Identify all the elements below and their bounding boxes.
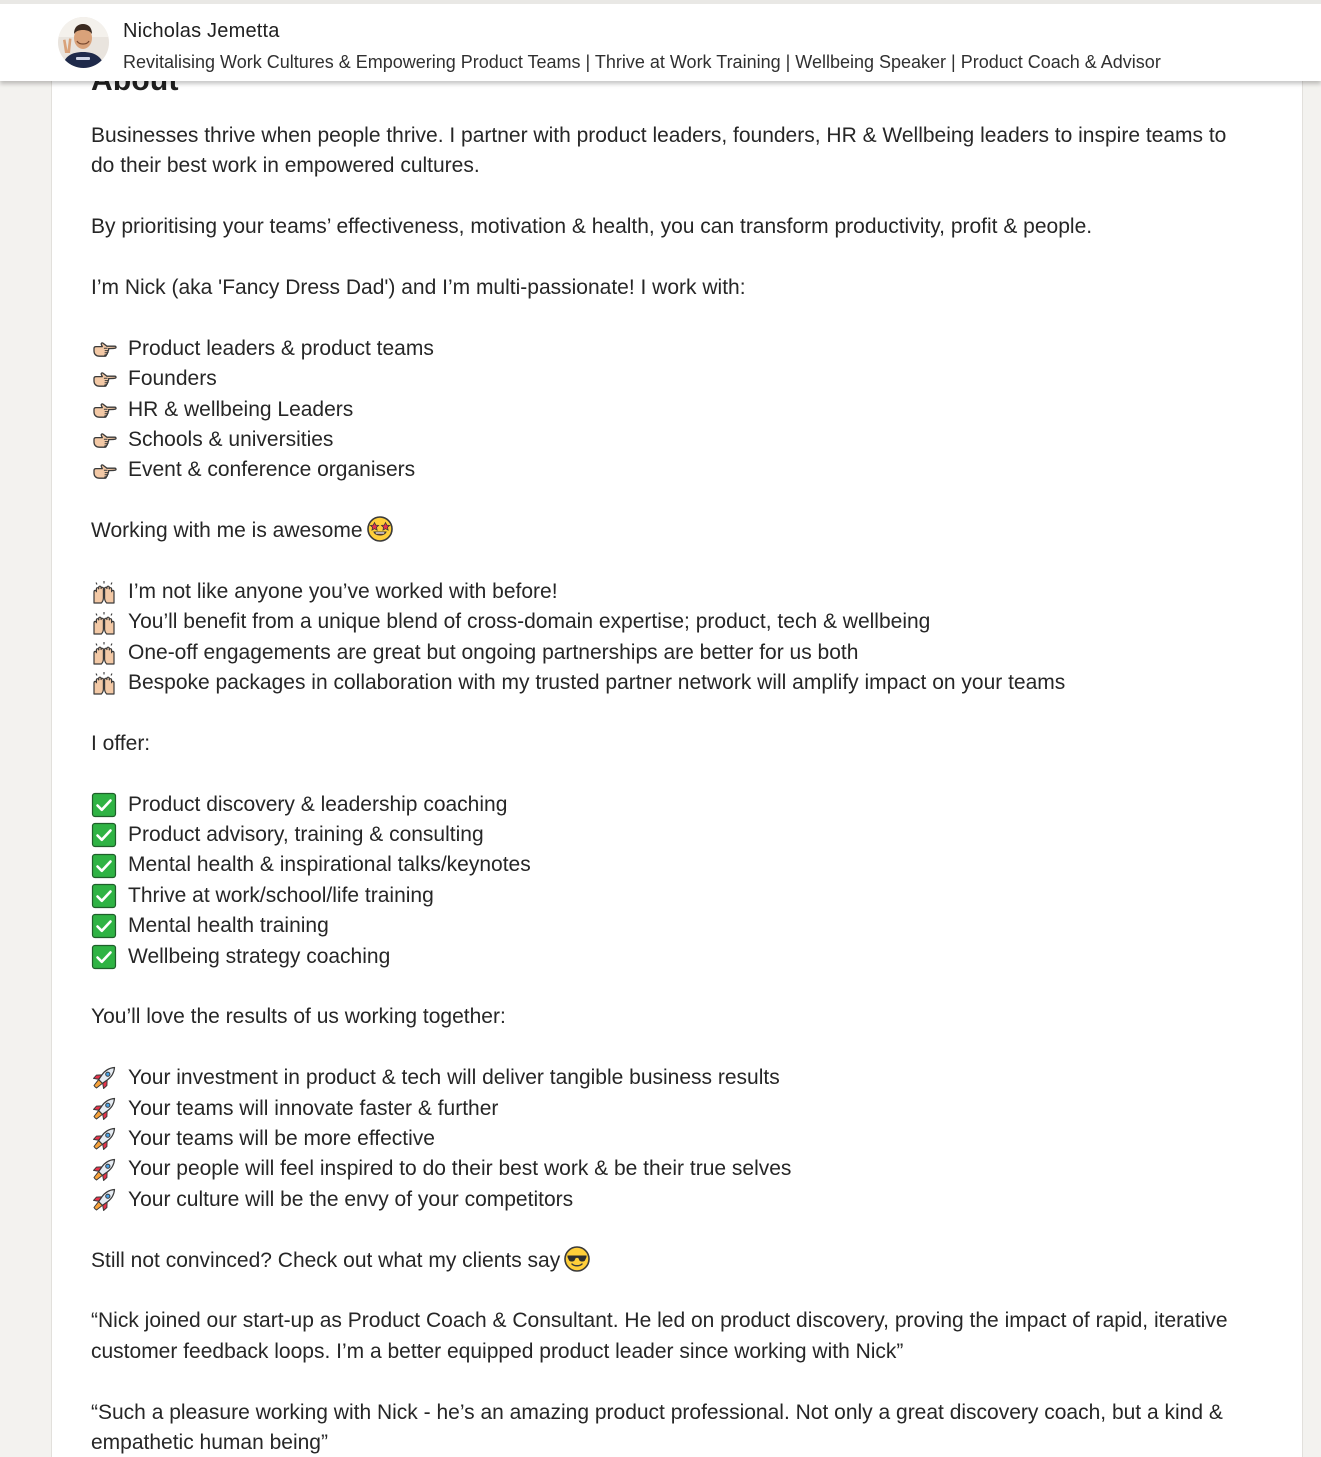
result-item-text: Your teams will innovate faster & further [128,1096,499,1120]
offer-item [91,911,1251,941]
offer-item-text: Mental health training [128,914,329,938]
rocket-icon [91,1096,117,1122]
result-item [91,1063,1251,1093]
awesome-point-item-text: Bespoke packages in collaboration with my trusted partner network will amplify impact on your teams [128,671,1066,695]
result-item [91,1154,1251,1184]
check-mark-button-icon [91,883,117,909]
profile-name[interactable]: Nicholas Jemetta [123,20,280,42]
profile-photo [58,17,109,68]
awesome-point-item [91,577,1251,607]
rocket-icon [91,1157,117,1183]
offer-item [91,790,1251,820]
offer-item [91,850,1251,880]
check-mark-button-icon [91,822,117,848]
about-section-card [51,78,1303,1457]
awesome-point-item-text: One-off engagements are great but ongoing partnerships are better for us both [128,640,859,664]
work-with-item [91,364,1251,394]
raising-hands-icon [91,610,117,636]
about-intro-paragraph: Businesses thrive when people thrive. I partner with product leaders, founders, HR & Wellbeing leaders to inspire teams to do their best work in empowered cultures. [91,124,1227,178]
work-with-item-text: Event & conference organisers [128,458,416,482]
work-with-list [91,334,1251,486]
raising-hands-icon [91,640,117,666]
awesome-point-item [91,607,1251,637]
result-item [91,1185,1251,1215]
about-value-paragraph: By prioritising your teams’ effectiveness, motivation & health, you can transform productivity, profit & people. [91,215,1093,239]
work-with-item-text: HR & wellbeing Leaders [128,397,354,421]
convinced-line: Still not convinced? Check out what my clients say [91,1246,1251,1276]
rocket-icon [91,1065,117,1091]
offer-item [91,881,1251,911]
pointing-hand-icon [91,336,117,362]
awesome-point-item-text: You’ll benefit from a unique blend of cross-domain expertise; product, tech & wellbeing [128,610,931,634]
check-mark-button-icon [91,792,117,818]
result-item-text: Your investment in product & tech will deliver tangible business results [128,1066,780,1090]
sunglasses-face-emoji [564,1246,590,1272]
pointing-hand-icon [91,427,117,453]
about-text [91,121,1251,1457]
testimonial-1: “Nick joined our start-up as Product Coach & Consultant. He led on product discovery, proving the impact of rapid, iterative customer feedback loops. I’m a better equipped product leader since working with Nick” [91,1309,1228,1363]
profile-headline: Revitalising Work Cultures & Empowering Product Teams | Thrive at Work Training | Wellbeing Speaker | Product Coach & Advisor [123,52,1161,72]
pointing-hand-icon [91,458,117,484]
work-with-item [91,395,1251,425]
offer-item-text: Mental health & inspirational talks/keynotes [128,853,531,877]
offer-item-text: Product discovery & leadership coaching [128,792,508,816]
raising-hands-icon [91,670,117,696]
awesome-point-item [91,668,1251,698]
offer-item [91,942,1251,972]
check-mark-button-icon [91,944,117,970]
work-with-item-text: Product leaders & product teams [128,336,434,360]
offer-item-text: Thrive at work/school/life training [128,883,434,907]
check-mark-button-icon [91,853,117,879]
result-item [91,1094,1251,1124]
offers-list [91,790,1251,972]
awesome-point-item [91,638,1251,668]
awesome-points-list [91,577,1251,699]
work-with-item [91,425,1251,455]
results-list [91,1063,1251,1215]
rocket-icon [91,1187,117,1213]
pointing-hand-icon [91,366,117,392]
result-item-text: Your teams will be more effective [128,1127,435,1150]
work-with-item [91,455,1251,485]
raising-hands-icon [91,579,117,605]
work-with-item [91,334,1251,364]
result-item-text: Your culture will be the envy of your competitors [128,1187,574,1211]
awesome-line: Working with me is awesome [91,516,1251,546]
offer-intro: I offer: [91,731,151,755]
results-intro: You’ll love the results of us working together: [91,1005,506,1029]
check-mark-button-icon [91,913,117,939]
star-struck-emoji [367,516,393,542]
offer-item-text: Wellbeing strategy coaching [128,944,391,968]
result-item [91,1124,1251,1154]
awesome-point-item-text: I’m not like anyone you’ve worked with before! [128,579,558,603]
pointing-hand-icon [91,397,117,423]
sticky-profile-header [0,0,1321,81]
work-with-item-text: Founders [128,367,217,391]
offer-item-text: Product advisory, training & consulting [128,823,484,847]
work-with-item-text: Schools & universities [128,427,334,451]
work-with-intro: I’m Nick (aka 'Fancy Dress Dad') and I’m multi-passionate! I work with: [91,276,746,299]
rocket-icon [91,1126,117,1152]
offer-item [91,820,1251,850]
result-item-text: Your people will feel inspired to do their best work & be their true selves [128,1157,792,1181]
testimonial-2: “Such a pleasure working with Nick - he’s an amazing product professional. Not only a great discovery coach, but a kind & empathetic human being” [91,1400,1223,1454]
avatar[interactable] [58,17,109,68]
